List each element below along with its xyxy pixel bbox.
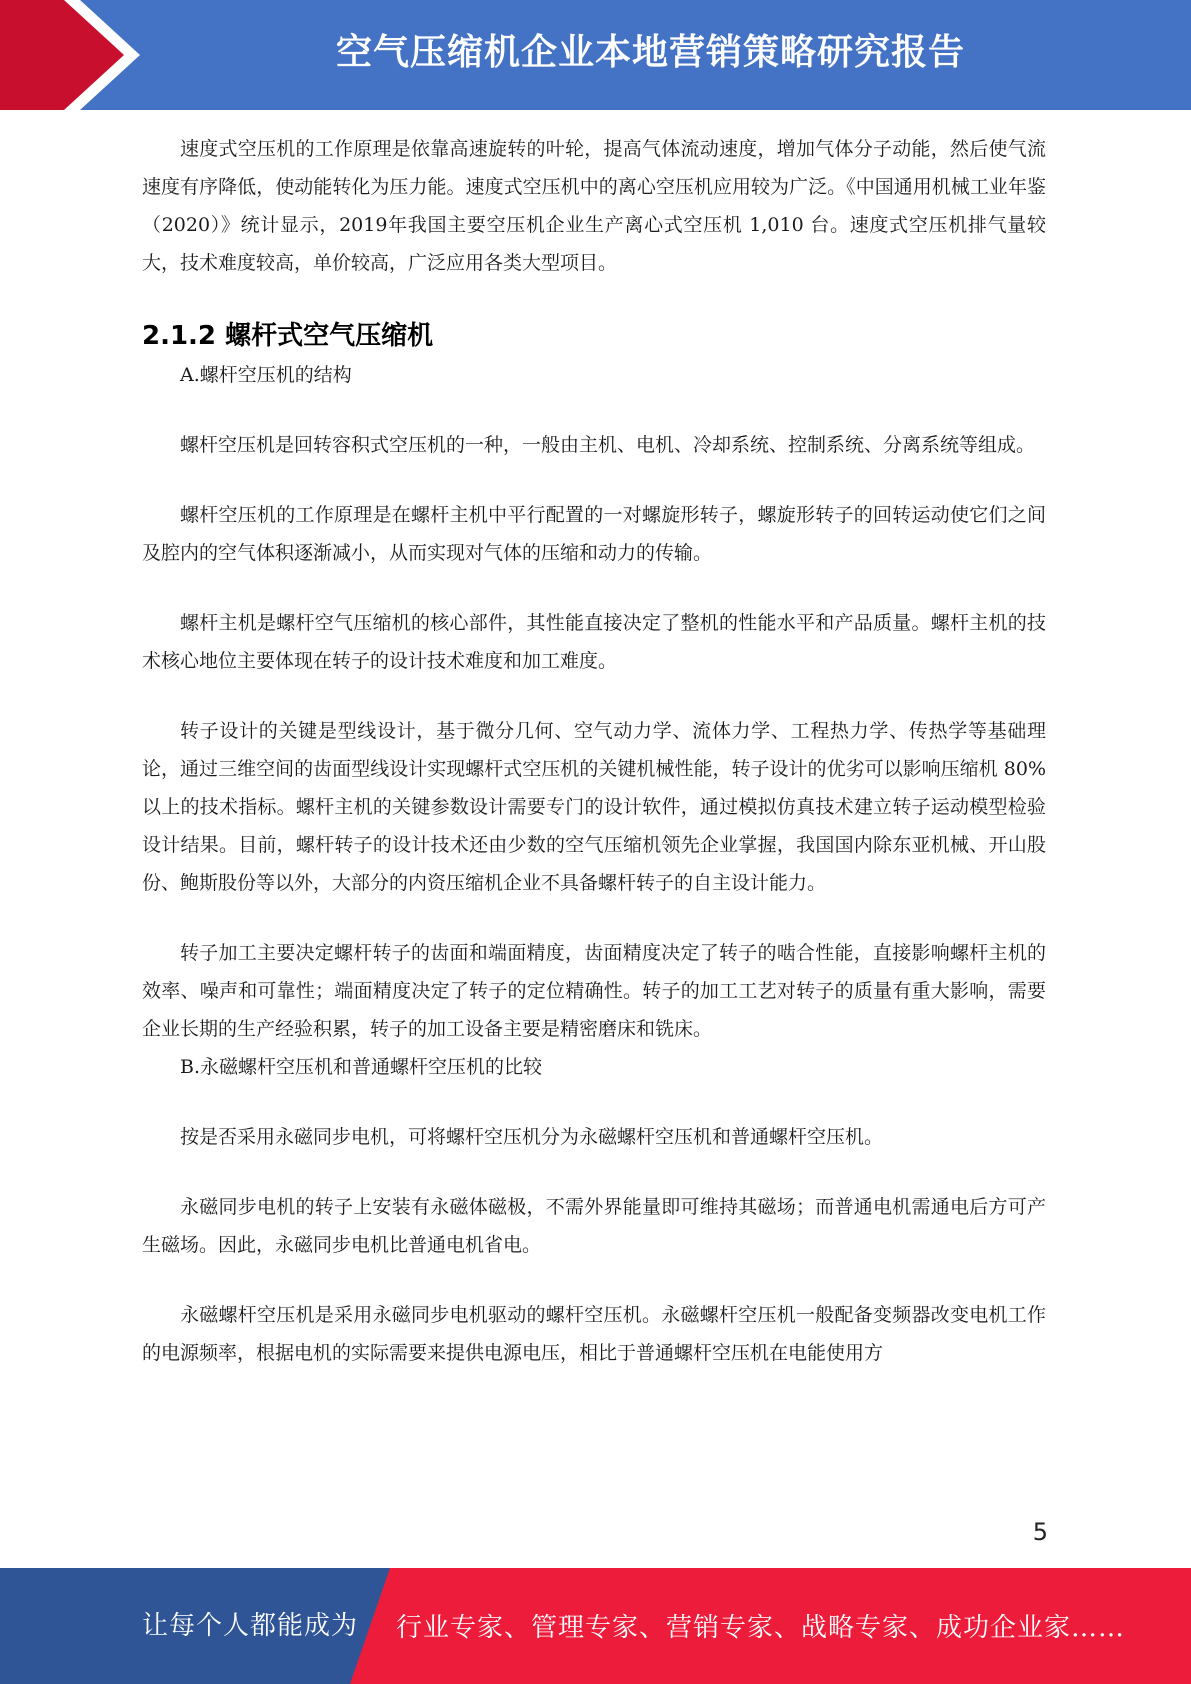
intro-paragraph: 速度式空压机的工作原理是依靠高速旋转的叶轮，提高气体流动速度，增加气体分子动能，然后使气流速度有序降低，使动能转化为压力能。速度式空压机中的离心空压机应用较为广泛。《中国通用机械工业年鉴（2020）》统计显示，2019年我国主要空压机企业生产离心式空压机 1,010 台。速度式空压机排气量较大，技术难度较高，单价较高，广泛应用各类大型项目。 (142, 138, 1046, 274)
page-number: 5 (1032, 1518, 1048, 1546)
paragraph-working-principle: 螺杆空压机的工作原理是在螺杆主机中平行配置的一对螺旋形转子，螺旋形转子的回转运动使它们之间及腔内的空气体积逐渐减小，从而实现对气体的压缩和动力的传输。 (142, 504, 1046, 564)
paragraph-classification: 按是否采用永磁同步电机，可将螺杆空压机分为永磁螺杆空压机和普通螺杆空压机。 (180, 1126, 884, 1148)
subheading-b: B.永磁螺杆空压机和普通螺杆空压机的比较 (180, 1056, 543, 1078)
footer-slogan-roles: 行业专家、管理专家、营销专家、战略专家、成功企业家…… (396, 1613, 1126, 1643)
report-title: 空气压缩机企业本地营销策略研究报告 (335, 32, 965, 73)
subheading-a: A.螺杆空压机的结构 (180, 364, 352, 386)
document-body (142, 130, 1046, 1372)
page-header (0, 0, 1191, 110)
paragraph-pm-motor: 永磁同步电机的转子上安装有永磁体磁极，不需外界能量即可维持其磁场；而普通电机需通电后方可产生磁场。因此，永磁同步电机比普通电机省电。 (142, 1196, 1046, 1256)
paragraph-main-unit: 螺杆主机是螺杆空气压缩机的核心部件，其性能直接决定了整机的性能水平和产品质量。螺杆主机的技术核心地位主要体现在转子的设计技术难度和加工难度。 (142, 612, 1046, 672)
paragraph-pm-compressor: 永磁螺杆空压机是采用永磁同步电机驱动的螺杆空压机。永磁螺杆空压机一般配备变频器改变电机工作的电源频率，根据电机的实际需要来提供电源电压，相比于普通螺杆空压机在电能使用方 (142, 1304, 1046, 1364)
section-heading: 2.1.2 螺杆式空气压缩机 (142, 321, 434, 351)
paragraph-rotor-design: 转子设计的关键是型线设计，基于微分几何、空气动力学、流体力学、工程热力学、传热学等基础理论，通过三维空间的齿面型线设计实现螺杆式空压机的关键机械性能，转子设计的优劣可以影响压缩机 80%以上的技术指标。螺杆主机的关键参数设计需要专门的设计软件，通过模拟仿真技术建立转子运动模型检验设计结果。目前，螺杆转子的设计技术还由少数的空气压缩机领先企业掌握，我国国内除东亚机械、开山股份、鲍斯股份等以外，大部分的内资压缩机企业不具备螺杆转子的自主设计能力。 (142, 720, 1046, 894)
red-chevron-decoration (0, 0, 150, 110)
footer-slogan-lead: 让每个人都能成为 (142, 1611, 359, 1641)
paragraph-structure: 螺杆空压机是回转容积式空压机的一种，一般由主机、电机、冷却系统、控制系统、分离系统等组成。 (180, 434, 1036, 456)
page-footer (0, 1568, 1191, 1684)
paragraph-rotor-machining: 转子加工主要决定螺杆转子的齿面和端面精度，齿面精度决定了转子的啮合性能，直接影响螺杆主机的效率、噪声和可靠性；端面精度决定了转子的定位精确性。转子的加工工艺对转子的质量有重大影响，需要企业长期的生产经验积累，转子的加工设备主要是精密磨床和铣床。 (142, 942, 1046, 1040)
